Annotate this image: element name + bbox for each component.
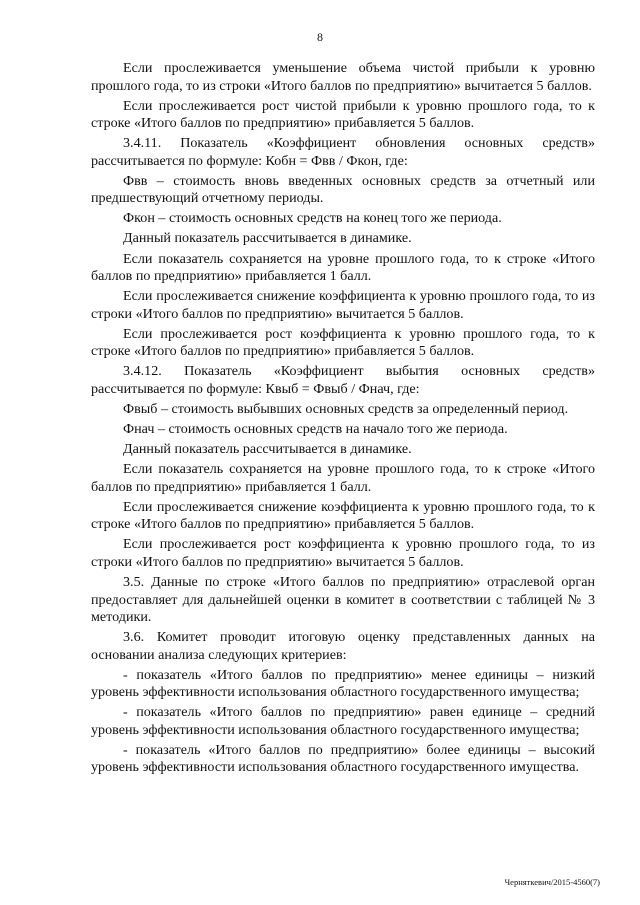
paragraph: Фвыб – стоимость выбывших основных средств за определенный период. xyxy=(123,400,569,417)
paragraph: Если прослеживается рост чистой прибыли к уровню прошлого года, то к строке «Итого баллов по предприятию» прибавляется 5 баллов. xyxy=(91,97,595,132)
paragraph: 3.4.12. Показатель «Коэффициент выбытия основных средств» рассчитывается по формуле: Квыб = Фвыб / Фнач, где: xyxy=(91,363,595,397)
document-body xyxy=(91,60,595,779)
criterion-item: - показатель «Итого баллов по предприятию» более единицы – высокий уровень эффективности использования областного государственного имущества. xyxy=(91,741,595,776)
paragraph: Если показатель сохраняется на уровне прошлого года, то к строке «Итого баллов по предприятию» прибавляется 1 балл. xyxy=(91,250,595,285)
paragraph: 3.6. Комитет проводит итоговую оценку представленных данных на основании анализа следующих критериев: xyxy=(91,629,595,663)
paragraph: Если прослеживается снижение коэффициента к уровню прошлого года, то из строки «Итого баллов по предприятию» вычитается 5 баллов. xyxy=(91,288,595,322)
paragraph: Если прослеживается рост коэффициента к уровню прошлого года, то к строке «Итого баллов по предприятию» прибавляется 5 баллов. xyxy=(91,325,595,360)
paragraph: Если прослеживается уменьшение объема чистой прибыли к уровню прошлого года, то из строки «Итого баллов по предприятию» вычитается 5 баллов. xyxy=(91,60,595,94)
criterion-item: - показатель «Итого баллов по предприятию» менее единицы – низкий уровень эффективности использования областного государственного имущества; xyxy=(91,666,595,701)
paragraph: Фвв – стоимость вновь введенных основных средств за отчетный или предшествующий отчетному периоды. xyxy=(91,172,595,207)
paragraph: Фкон – стоимость основных средств на конец того же периода. xyxy=(123,210,502,227)
document-footer-code: Черняткевич/2015-4560(7) xyxy=(504,877,600,887)
paragraph: Данный показатель рассчитывается в динамике. xyxy=(123,441,412,458)
criterion-item: - показатель «Итого баллов по предприятию» равен единице – средний уровень эффективности использования областного государственного имущества; xyxy=(91,704,595,738)
paragraph: 3.4.11. Показатель «Коэффициент обновления основных средств» рассчитывается по формуле: Кобн = Фвв / Фкон, где: xyxy=(91,135,595,169)
paragraph: Если прослеживается рост коэффициента к уровню прошлого года, то из строки «Итого баллов по предприятию» вычитается 5 баллов. xyxy=(91,536,595,570)
paragraph: Фнач – стоимость основных средств на начало того же периода. xyxy=(123,421,508,438)
paragraph: Данный показатель рассчитывается в динамике. xyxy=(123,230,412,247)
page-number: 8 xyxy=(317,30,323,44)
paragraph: 3.5. Данные по строке «Итого баллов по предприятию» отраслевой орган предоставляет для дальнейшей оценки в комитет в соответствии с таблицей № 3 методики. xyxy=(91,574,595,625)
paragraph: Если показатель сохраняется на уровне прошлого года, то к строке «Итого баллов по предприятию» прибавляется 1 балл. xyxy=(91,461,595,495)
paragraph: Если прослеживается снижение коэффициента к уровню прошлого года, то к строке «Итого баллов по предприятию» прибавляется 5 баллов. xyxy=(91,498,595,533)
